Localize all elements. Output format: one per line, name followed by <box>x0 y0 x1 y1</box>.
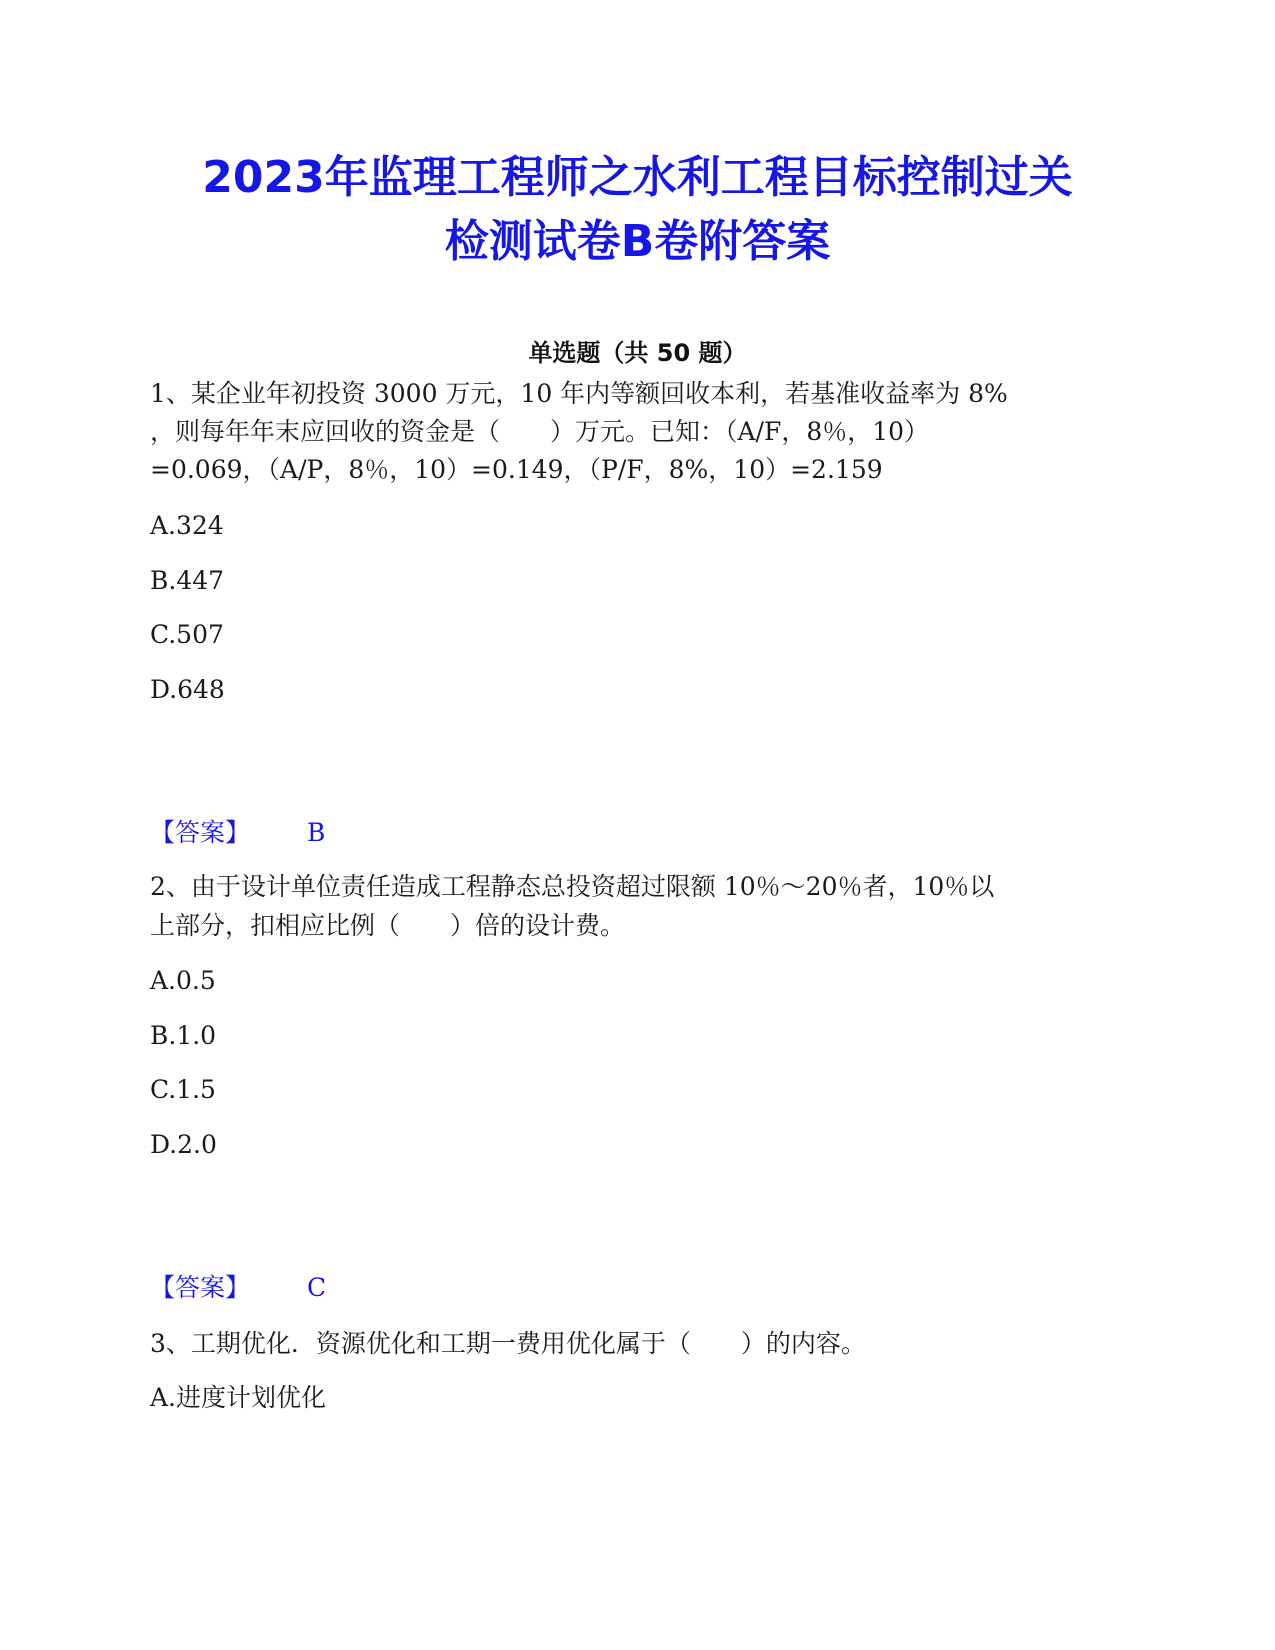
answer-label: 【答案】 <box>150 818 251 847</box>
question-stem-line: =0.069，（A/P，8％，10）=0.149，（P/F，8%，10）=2.159 <box>150 455 883 484</box>
option-c: C.507 <box>150 620 224 649</box>
answer-value: C <box>307 1273 327 1302</box>
answer-label: 【答案】 <box>150 1273 251 1302</box>
option-a: A.进度计划优化 <box>150 1383 327 1412</box>
option-b: B.447 <box>150 566 225 595</box>
option-a: A.0.5 <box>150 966 216 995</box>
question-stem-line: ，则每年年末应回收的资金是（ ）万元。已知：（A/F，8％，10） <box>150 417 930 446</box>
question-stem-line: 3、工期优化．资源优化和工期一费用优化属于（ ）的内容。 <box>150 1329 866 1358</box>
option-a: A.324 <box>150 511 224 540</box>
title-line-1: 2023年监理工程师之水利工程目标控制过关 <box>202 152 1073 203</box>
section-heading: 单选题（共 50 题） <box>528 339 747 367</box>
option-b: B.1.0 <box>150 1021 217 1050</box>
option-d: D.2.0 <box>150 1130 217 1159</box>
question-stem-line: 2、由于设计单位责任造成工程静态总投资超过限额 10％～20％者，10％以 <box>150 872 995 901</box>
option-c: C.1.5 <box>150 1075 216 1104</box>
option-d: D.648 <box>150 675 225 704</box>
question-stem-line: 1、某企业年初投资 3000 万元，10 年内等额回收本利，若基准收益率为 8% <box>150 379 1008 408</box>
answer-value: B <box>307 818 326 847</box>
title-line-2: 检测试卷B卷附答案 <box>444 216 831 267</box>
question-stem-line: 上部分，扣相应比例（ ）倍的设计费。 <box>150 911 626 940</box>
